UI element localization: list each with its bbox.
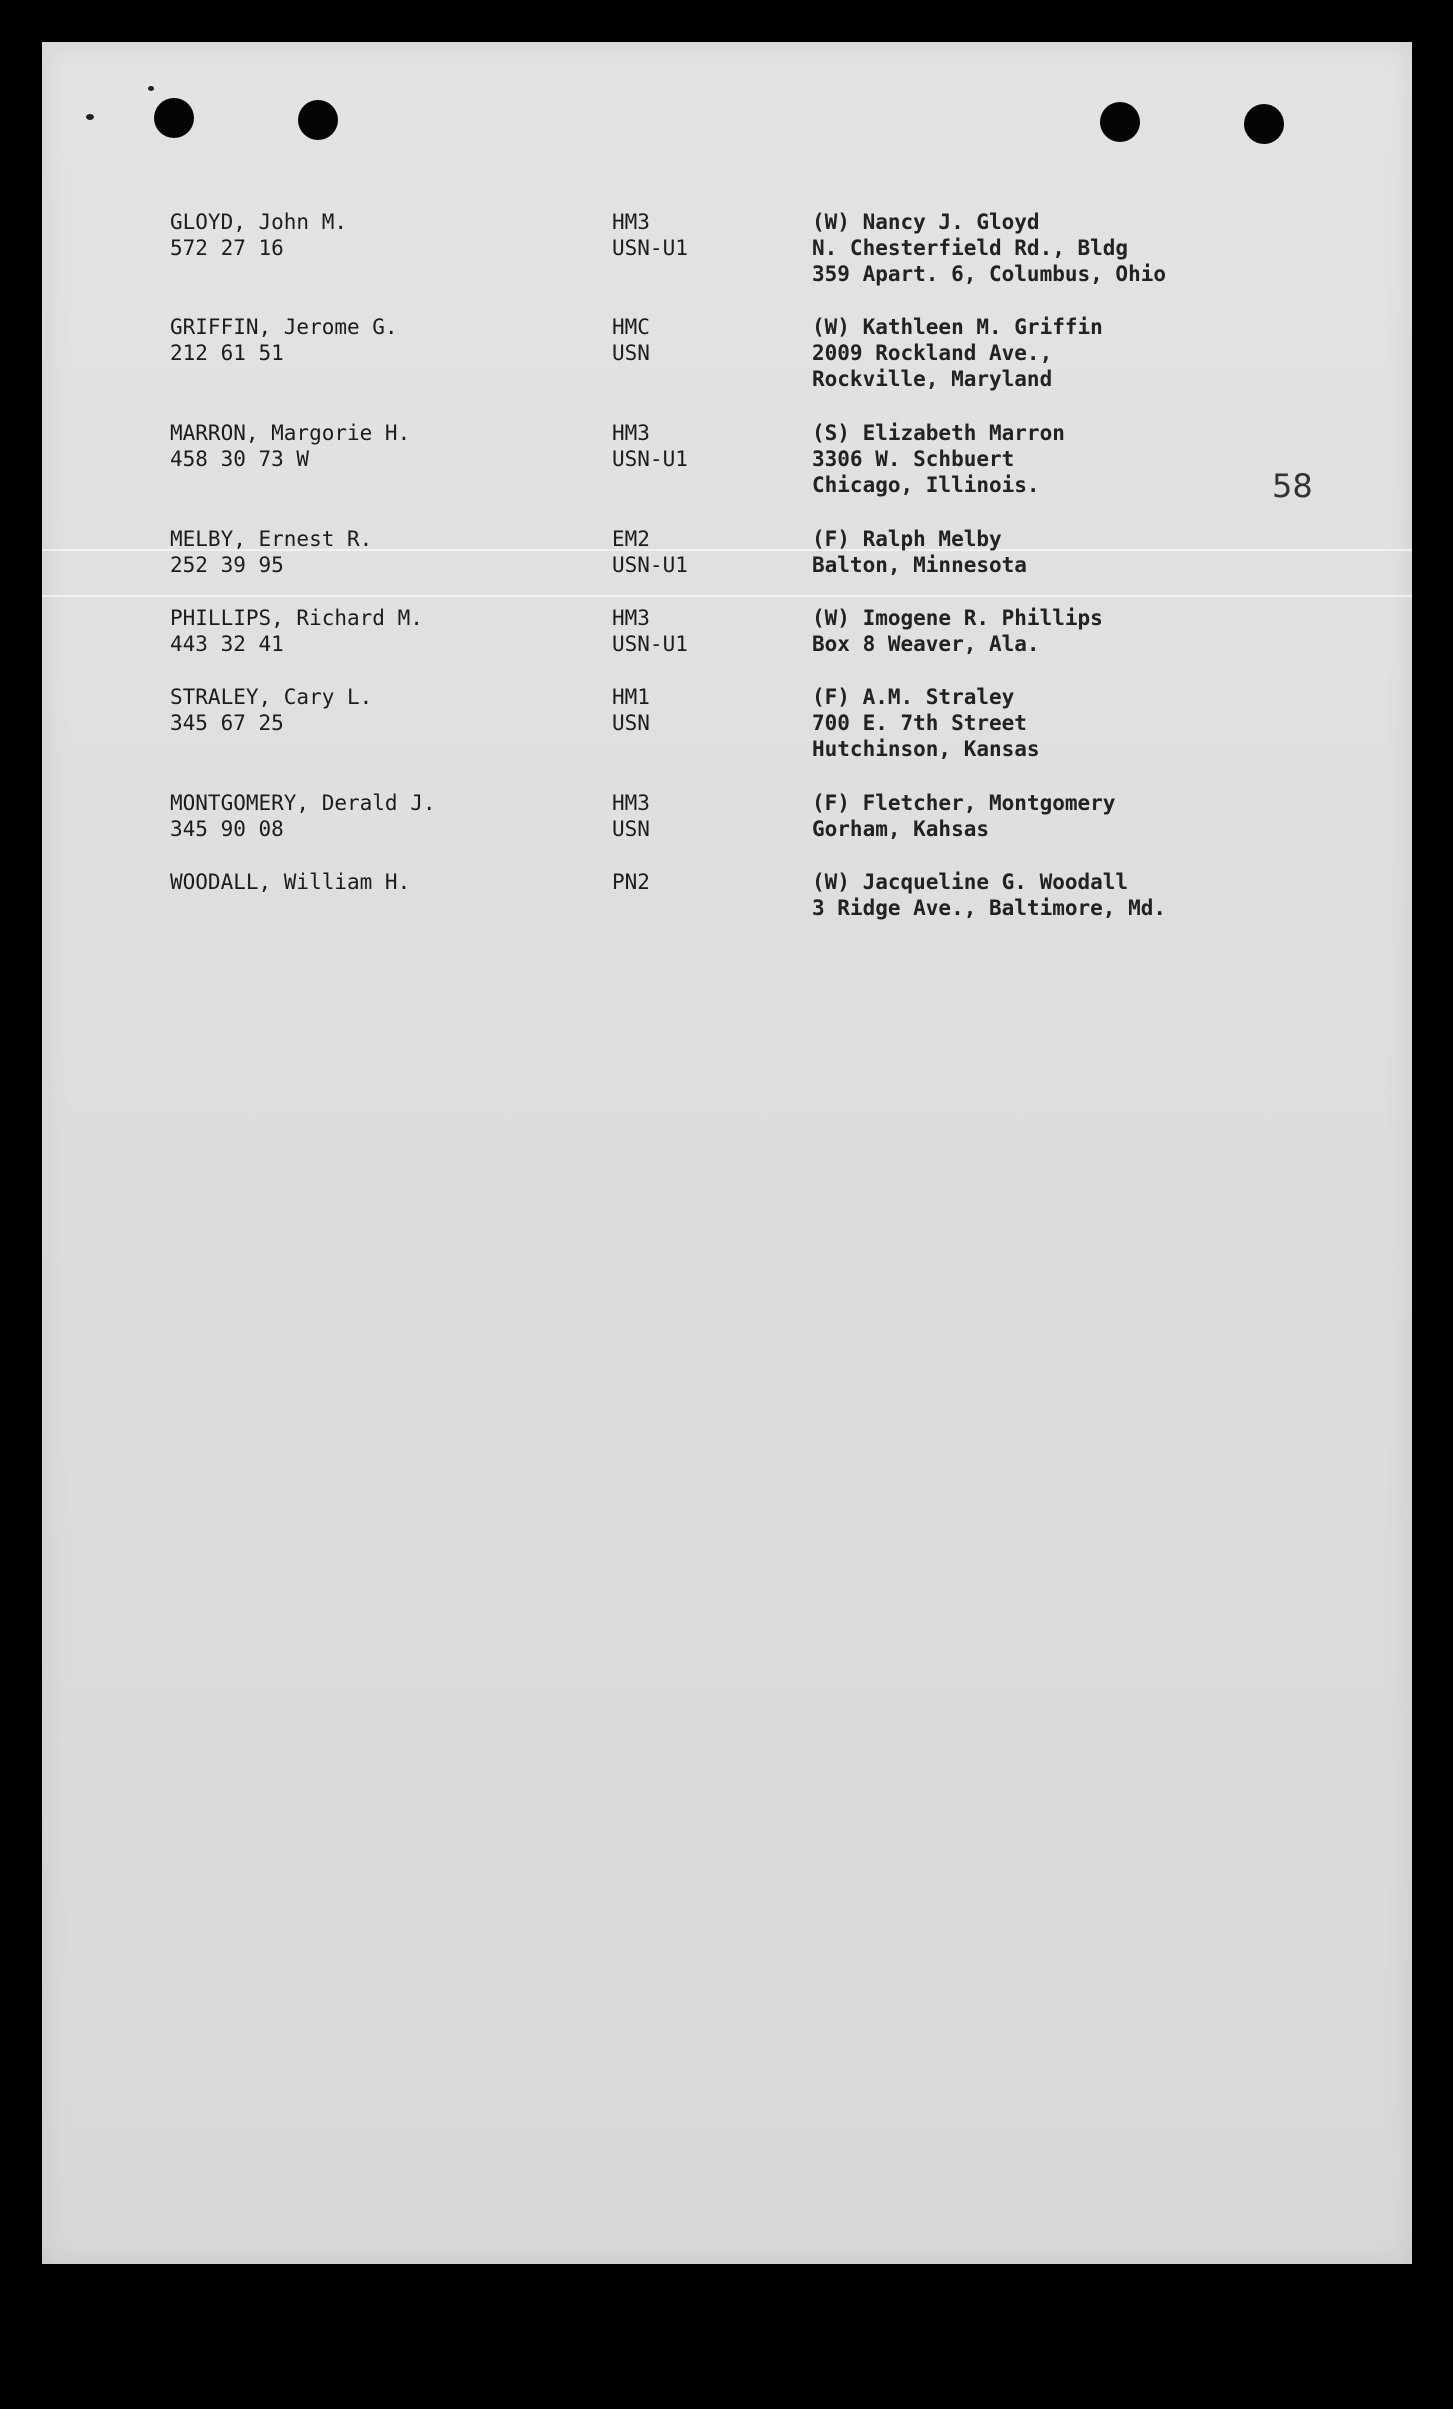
next-of-kin-column <box>812 314 1103 392</box>
next-of-kin-line: (S) Elizabeth Marron <box>812 421 1065 445</box>
next-of-kin-line: Chicago, Illinois. <box>812 473 1040 497</box>
service-number: 252 39 95 <box>170 553 284 577</box>
branch: USN-U1 <box>612 447 688 471</box>
name-column <box>170 605 423 657</box>
rate: HMC <box>612 315 650 339</box>
name-column <box>170 869 410 895</box>
next-of-kin-line: (F) Ralph Melby <box>812 527 1002 551</box>
service-number: 345 90 08 <box>170 817 284 841</box>
rate: HM1 <box>612 685 650 709</box>
punch-hole-icon <box>1100 102 1140 142</box>
name-column <box>170 684 372 736</box>
service-number: 443 32 41 <box>170 632 284 656</box>
next-of-kin-line: (W) Imogene R. Phillips <box>812 606 1103 630</box>
next-of-kin-line: N. Chesterfield Rd., Bldg <box>812 236 1129 260</box>
service-number: 572 27 16 <box>170 236 284 260</box>
name-column <box>170 314 398 366</box>
branch: USN <box>612 341 650 365</box>
punch-hole-icon <box>298 100 338 140</box>
person-name: WOODALL, William H. <box>170 870 411 894</box>
branch: USN <box>612 711 650 735</box>
service-number: 345 67 25 <box>170 711 284 735</box>
rate-column <box>612 314 650 366</box>
rate-column <box>612 869 650 895</box>
rate-column <box>612 209 688 261</box>
next-of-kin-line: 700 E. 7th Street <box>812 711 1027 735</box>
ink-smudge <box>148 86 154 91</box>
next-of-kin-line: Box 8 Weaver, Ala. <box>812 632 1040 656</box>
next-of-kin-line: 3 Ridge Ave., Baltimore, Md. <box>812 896 1167 920</box>
next-of-kin-line: 2009 Rockland Ave., <box>812 341 1053 365</box>
next-of-kin-column <box>812 684 1040 762</box>
next-of-kin-line: Gorham, Kahsas <box>812 817 990 841</box>
rate-column <box>612 605 688 657</box>
person-name: GRIFFIN, Jerome G. <box>170 315 398 339</box>
branch: USN-U1 <box>612 236 688 260</box>
next-of-kin-line: (W) Jacqueline G. Woodall <box>812 870 1129 894</box>
next-of-kin-line: (W) Kathleen M. Griffin <box>812 315 1103 339</box>
fold-line <box>42 595 1412 597</box>
document-page <box>42 42 1412 2264</box>
ink-smudge <box>86 114 94 120</box>
rate-column <box>612 790 650 842</box>
service-number: 212 61 51 <box>170 341 284 365</box>
rate: HM3 <box>612 606 650 630</box>
name-column <box>170 790 436 842</box>
punch-hole-icon <box>1244 104 1284 144</box>
rate-column <box>612 420 688 472</box>
rate-column <box>612 684 650 736</box>
name-column <box>170 420 410 472</box>
next-of-kin-line: Rockville, Maryland <box>812 367 1053 391</box>
person-name: GLOYD, John M. <box>170 210 348 234</box>
next-of-kin-column <box>812 420 1065 498</box>
next-of-kin-line: (F) A.M. Straley <box>812 685 1015 709</box>
rate: PN2 <box>612 870 650 894</box>
person-name: MARRON, Margorie H. <box>170 421 411 445</box>
rate: HM3 <box>612 421 650 445</box>
person-name: PHILLIPS, Richard M. <box>170 606 423 630</box>
branch: USN-U1 <box>612 553 688 577</box>
next-of-kin-line: Balton, Minnesota <box>812 553 1027 577</box>
next-of-kin-column <box>812 605 1103 657</box>
page-number: 58 <box>1272 467 1313 505</box>
next-of-kin-column <box>812 790 1115 842</box>
next-of-kin-column <box>812 869 1166 921</box>
next-of-kin-column <box>812 209 1166 287</box>
rate-column <box>612 526 688 578</box>
next-of-kin-column <box>812 526 1027 578</box>
next-of-kin-line: 3306 W. Schbuert <box>812 447 1015 471</box>
next-of-kin-line: Hutchinson, Kansas <box>812 737 1040 761</box>
person-name: MELBY, Ernest R. <box>170 527 373 551</box>
next-of-kin-line: (W) Nancy J. Gloyd <box>812 210 1040 234</box>
person-name: STRALEY, Cary L. <box>170 685 373 709</box>
service-number: 458 30 73 W <box>170 447 310 471</box>
name-column <box>170 209 347 261</box>
rate: HM3 <box>612 210 650 234</box>
rate: EM2 <box>612 527 650 551</box>
name-column <box>170 526 372 578</box>
branch: USN-U1 <box>612 632 688 656</box>
person-name: MONTGOMERY, Derald J. <box>170 791 436 815</box>
rate: HM3 <box>612 791 650 815</box>
branch: USN <box>612 817 650 841</box>
punch-hole-icon <box>154 98 194 138</box>
next-of-kin-line: 359 Apart. 6, Columbus, Ohio <box>812 262 1167 286</box>
next-of-kin-line: (F) Fletcher, Montgomery <box>812 791 1116 815</box>
